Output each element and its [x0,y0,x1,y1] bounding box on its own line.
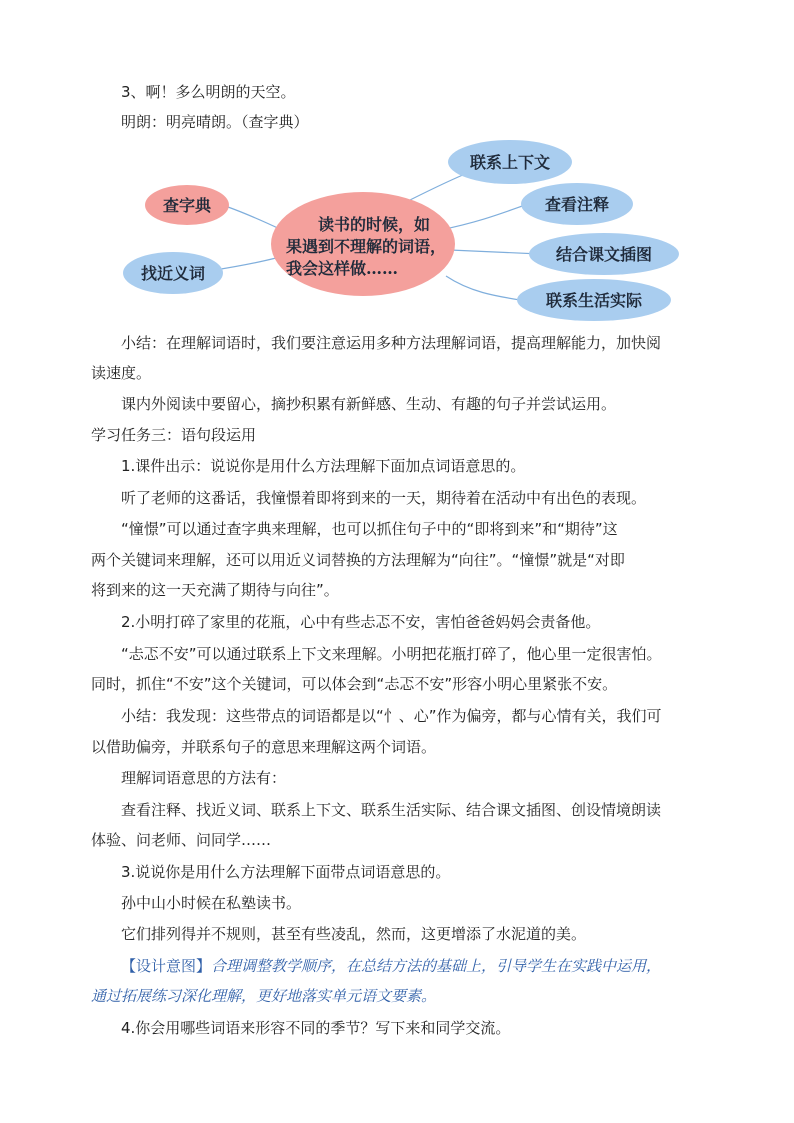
q2-prompt: 2.小明打碎了家里的花瓶，心中有些忐忑不安，害怕爸爸妈妈会责备他。 [121,613,601,631]
design-intent-line1 [121,956,661,976]
methods-line1: 查看注释、找近义词、联系上下文、联系生活实际、结合课文插图、创设情境朗读 [121,801,662,819]
design-intent-text-2: 通过拓展练习深化理解，更好地落实单元语文要素。 [91,987,437,1005]
node-life-label: 联系生活实际 [545,291,643,310]
node-context-label: 联系上下文 [469,153,551,172]
definition-line: 明朗：明亮晴朗。（查字典） [121,113,309,131]
mind-map [0,0,794,330]
design-intent-text-1: 合理调整教学顺序，在总结方法的基础上，引导学生在实践中运用， [211,957,662,975]
summary2-line2: 以借助偏旁，并联系句子的意思来理解这两个词语。 [91,738,437,756]
q1-explain-2: 两个关键词来理解，还可以用近义词替换的方法理解为“向往”。“憧憬”就是“对即 [91,551,625,569]
node-notes-label: 查看注释 [544,195,610,214]
node-synonym-label: 找近义词 [140,264,206,283]
q1-prompt: 1.课件出示：说说你是用什么方法理解下面加点词语意思的。 [121,457,526,475]
q1-sentence: 听了老师的这番话，我憧憬着即将到来的一天，期待着在活动中有出色的表现。 [121,489,647,507]
node-dictionary-label: 查字典 [162,196,212,215]
q2-explain-1: “忐忑不安”可以通过联系上下文来理解。小明把花瓶打碎了，他心里一定很害怕。 [121,645,662,663]
summary1-line3: 课内外阅读中要留心，摘抄积累有新鲜感、生动、有趣的句子并尝试运用。 [121,395,617,413]
summary1-line1: 小结：在理解词语时，我们要注意运用多种方法理解词语，提高理解能力，加快阅 [121,334,662,352]
methods-line2: 体验、问老师、问同学…… [91,831,272,849]
center-line-2: 果遇到不理解的词语， [286,237,447,256]
q3-prompt: 3.说说你是用什么方法理解下面带点词语意思的。 [121,863,451,881]
center-line-1: 读书的时候，如 [318,215,431,234]
summary1-line2: 读速度。 [91,364,152,382]
node-illustration-label: 结合课文插图 [555,245,653,264]
q4-prompt: 4.你会用哪些词语来形容不同的季节？写下来和同学交流。 [121,1019,511,1037]
center-line-3: 我会这样做…… [286,259,399,278]
task3-heading: 学习任务三：语句段运用 [91,426,257,444]
q1-explain-3: 将到来的这一天充满了期待与向往”。 [91,581,339,599]
q3-sentence-1: 孙中山小时候在私塾读书。 [121,894,302,912]
q2-explain-2: 同时，抓住“不安”这个关键词，可以体会到“忐忑不安”形容小明心里紧张不安。 [91,675,618,693]
methods-title: 理解词语意思的方法有： [121,769,287,787]
summary2-line1: 小结：我发现：这些带点的词语都是以“忄、心”作为偏旁，都与心情有关，我们可 [121,707,662,725]
q1-explain-1: “憧憬”可以通过查字典来理解，也可以抓住句子中的“即将到来”和“期待”这 [121,520,618,538]
example-sentence: 3、啊！多么明朗的天空。 [121,83,296,101]
design-intent-tag: 【设计意图】 [121,957,212,975]
q3-sentence-2: 它们排列得并不规则，甚至有些凌乱，然而，这更增添了水泥道的美。 [121,925,587,943]
